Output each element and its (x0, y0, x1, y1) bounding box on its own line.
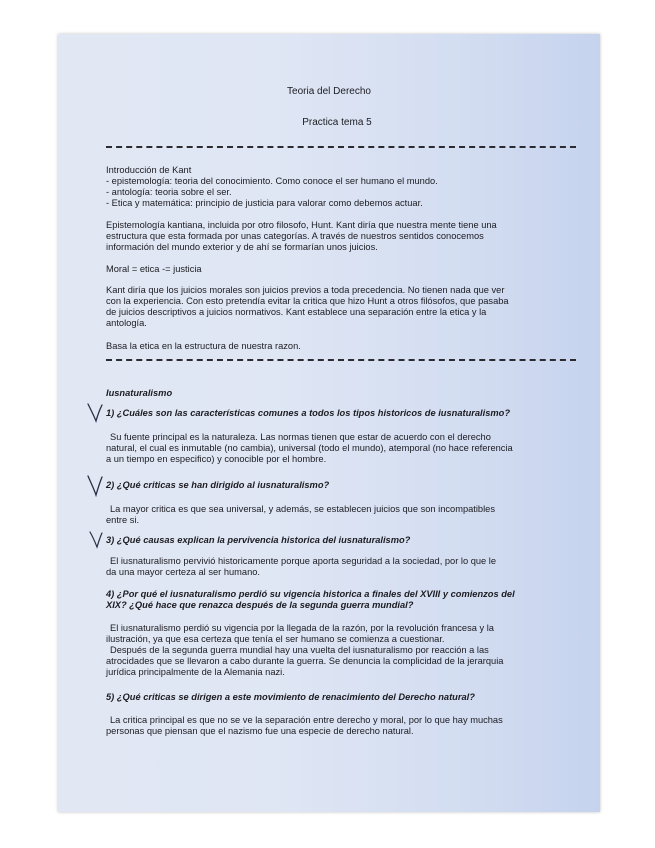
section-title: Iusnaturalismo (106, 388, 173, 398)
answer-line: Su fuente principal es la naturaleza. Las normas tienen que estar de acuerdo con el derecho (110, 432, 491, 442)
dashed-divider (106, 359, 576, 361)
answer-line: entre si. (106, 515, 140, 525)
question-5: 5) ¿Qué criticas se dirigen a este movimiento de renacimiento del Derecho natural? (106, 692, 475, 702)
question-4: XIX? ¿Qué hace que renazca después de la segunda guerra mundial? (106, 600, 414, 610)
question-1: 1) ¿Cuáles son las características comunes a todos los tipos historicos de iusnaturalismo? (106, 408, 511, 418)
paragraph-line: estructura que esta formada por unas categorías. A través de nuestros sentidos conocemos (106, 231, 484, 241)
document-page (58, 34, 600, 812)
answer-line: atrocidades que se llevaron a cabo durante la guerra. Se denuncia la complicidad de la jerarquia (106, 656, 504, 666)
intro-bullet: - Etica y matemática: principio de justicia para valorar como debemos actuar. (106, 198, 423, 208)
dashed-divider (106, 146, 576, 148)
document-title: Teoria del Derecho (287, 86, 371, 97)
paragraph-line: de juicios descriptivos a juicios normativos. Kant establece una separación entre la etica y la (106, 307, 487, 317)
paragraph-line: Epistemología kantiana, incluida por otro filosofo, Hunt. Kant diría que nuestra mente tiene una (106, 220, 497, 230)
answer-line: da una mayor certeza al ser humano. (106, 567, 260, 577)
intro-heading: Introducción de Kant (106, 165, 192, 175)
answer-line: El iusnaturalismo perdió su vigencia por la llegada de la razón, por la revolución francesa y la (110, 623, 494, 633)
paragraph-line: antología. (106, 318, 147, 328)
answer-line: jurídica principalmente de la Alemania nazi. (106, 667, 285, 677)
answer-line: La mayor critica es que sea universal, y además, se establecen juicios que son incompatibles (110, 504, 495, 514)
handwritten-check-icon (88, 530, 104, 550)
answer-line: personas que piensan que el nazismo fue una especie de derecho natural. (106, 726, 414, 736)
document-subtitle: Practica tema 5 (302, 117, 372, 128)
handwritten-check-icon (86, 402, 104, 424)
answer-line: El iusnaturalismo pervivió historicamente porque aporta seguridad a la sociedad, por lo que le (110, 556, 497, 566)
answer-line: Después de la segunda guerra mundial hay una vuelta del iusnaturalismo por reacción a las (110, 645, 489, 655)
answer-line: natural, el cual es inmutable (no cambia), universal (todo el mundo), atemporal (no hace referencia (106, 443, 513, 453)
intro-bullet: - epistemología: teoria del conocimiento. Como conoce el ser humano el mundo. (106, 176, 438, 186)
answer-line: a un tiempo en especifico) y conocible por el hombre. (106, 454, 327, 464)
paragraph-line: con la experiencia. Con esto pretendía evitar la critica que hizo Hunt a otros filósofos, que pasaba (106, 296, 509, 306)
formula-line: Moral = etica -= justicia (106, 264, 202, 274)
paragraph-line: Kant diría que los juicios morales son juicios previos a toda precedencia. No tienen nada que ver (106, 285, 505, 295)
answer-line: La critica principal es que no se ve la separación entre derecho y moral, por lo que hay muchas (110, 715, 503, 725)
answer-line: ilustración, ya que esa certeza que tenía el ser humano se comienza a cuestionar. (106, 634, 445, 644)
handwritten-check-icon (86, 474, 104, 498)
intro-bullet: - antología: teoria sobre el ser. (106, 187, 232, 197)
paragraph-line: Basa la etica en la estructura de nuestra razon. (106, 341, 301, 351)
paragraph-line: información del mundo exterior y de ahí se formarían unos juicios. (106, 242, 378, 252)
question-4: 4) ¿Por qué el iusnaturalismo perdió su vigencia historica a finales del XVIII y comienzos del (106, 589, 515, 599)
question-3: 3) ¿Qué causas explican la pervivencia historica del iusnaturalismo? (106, 535, 411, 545)
question-2: 2) ¿Qué criticas se han dirigido al iusnaturalismo? (106, 480, 330, 490)
